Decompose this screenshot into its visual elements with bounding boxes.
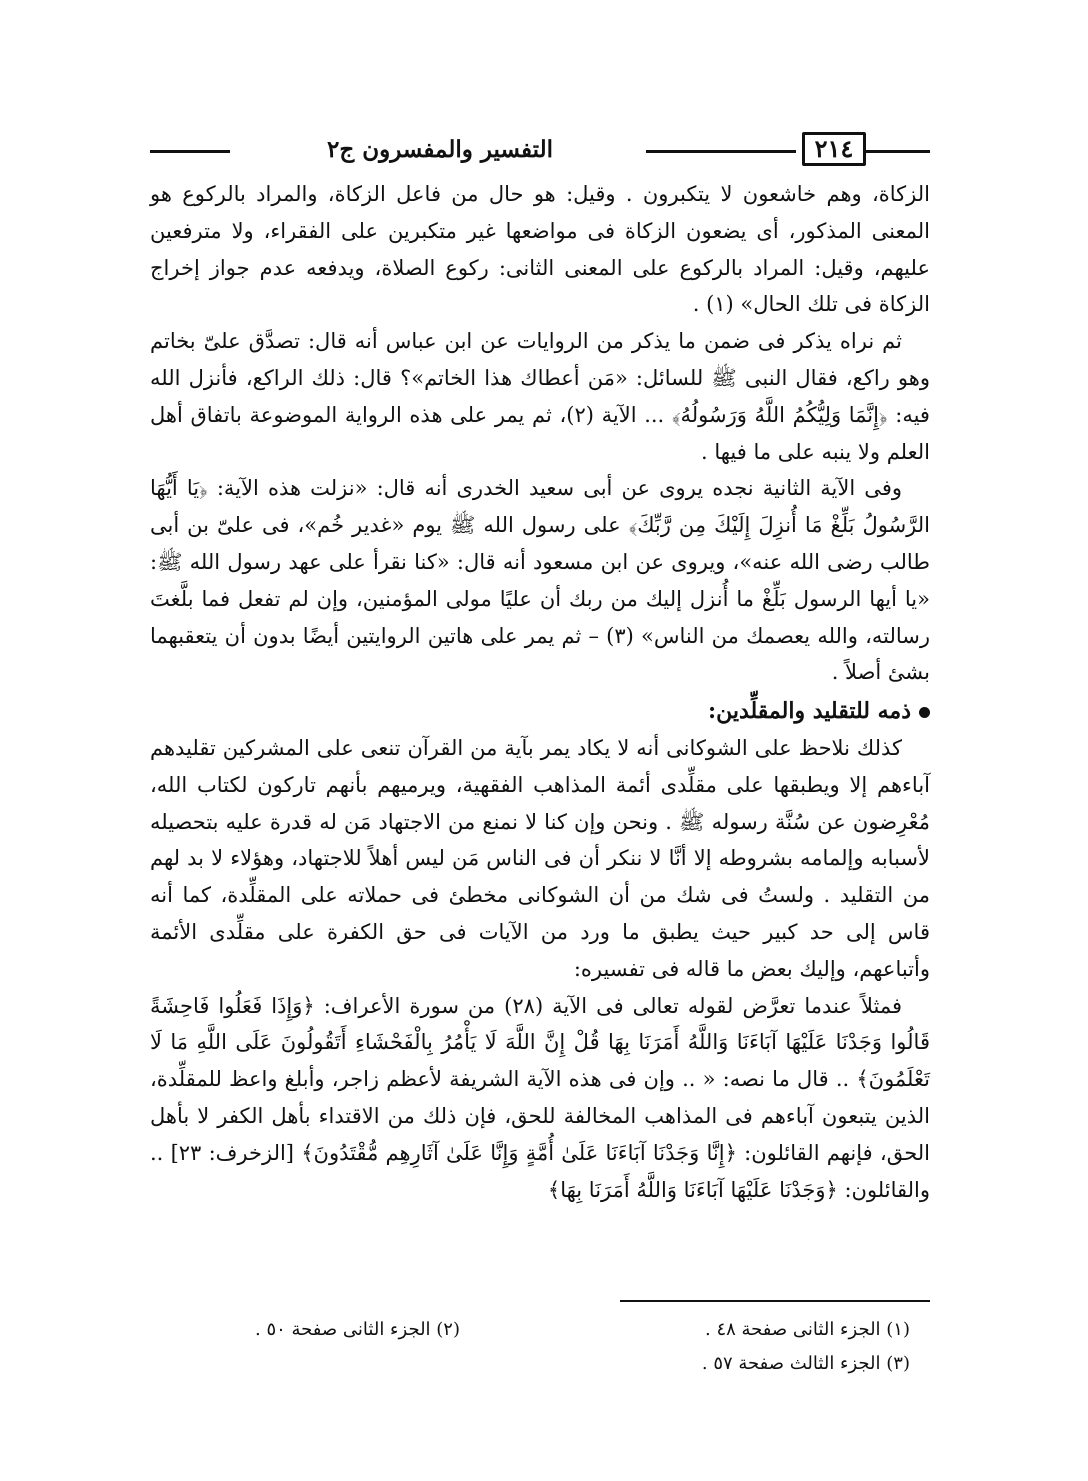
bullet-icon <box>919 707 930 718</box>
paragraph-2: ثم نراه يذكر فى ضمن ما يذكر من الروايات عن ابن عباس أنه قال: تصدَّق علىّ بخاتم وهو راكع، فقال النبى ﷺ للسائل: «مَن أعطاك هذا الخاتم»؟ قال: ذلك الراكع، فأنزل الله فيه: ﴿إِنَّمَا وَلِيُّكُمُ اللَّهُ وَرَسُولُهُ﴾ ... الآية (٢)، ثم يمر على هذه الرواية الموضوعة باتفاق أهل العلم ولا ينبه على ما فيها . <box>150 329 930 464</box>
section-heading <box>150 693 930 730</box>
footnote-1: (١) الجزء الثانى صفحة ٤٨ . <box>705 1319 910 1340</box>
footnote-3: (٣) الجزء الثالث صفحة ٥٧ . <box>701 1353 910 1374</box>
footnote-divider <box>620 1300 930 1302</box>
section-heading-text: ذمه للتقليد والمقلِّدين: <box>707 698 911 725</box>
header-rule-middle <box>646 150 796 153</box>
page-body <box>150 176 930 1208</box>
paragraph-5: فمثلاً عندما تعرَّض لقوله تعالى فى الآية (٢٨) من سورة الأعراف: ﴿وَإِذَا فَعَلُوا فَاحِشَةً قَالُوا وَجَدْنَا عَلَيْهَا آبَاءَنَا وَاللَّهُ أَمَرَنَا بِهَا قُلْ إِنَّ اللَّهَ لَا يَأْمُرُ بِالْفَحْشَاءِ أَتَقُولُونَ عَلَى اللَّهِ مَا لَا تَعْلَمُونَ﴾ .. قال ما نصه: « .. وإن فى هذه الآية الشريفة لأعظم زاجر، وأبلغ واعظ للمقلِّدة، الذين يتبعون آباءهم فى المذاهب المخالفة للحق، فإن ذلك من الاقتداء بأهل الكفر لا بأهل الحق، فإنهم القائلون: ﴿إِنَّا وَجَدْنَا آبَاءَنَا عَلَىٰ أُمَّةٍ وَإِنَّا عَلَىٰ آثَارِهِم مُّقْتَدُونَ﴾ [الزخرف: ٢٣] .. والقائلون: ﴿وَجَدْنَا عَلَيْهَا آبَاءَنَا وَاللَّهُ أَمَرَنَا بِهَا﴾ <box>150 993 930 1202</box>
paragraph-3: وفى الآية الثانية نجده يروى عن أبى سعيد الخدرى أنه قال: «نزلت هذه الآية: ﴿يَا أَيُّهَا الرَّسُولُ بَلِّغْ مَا أُنزِلَ إِلَيْكَ مِن رَّبِّكَ﴾ على رسول الله ﷺ يوم «غدير خُم»، فى علىّ بن أبى طالب رضى الله عنه»، ويروى عن ابن مسعود أنه قال: «كنا نقرأ على عهد رسول الله ﷺ: «يا أيها الرسول بَلِّغْ ما أُنزل إليك من ربك أن عليًا مولى المؤمنين، وإن لم تفعل فما بلَّغتَ رسالته، والله يعصمك من الناس» (٣) – ثم يمر على هاتين الروايتين أيضًا بدون أن يتعقبهما بشئ أصلاً . <box>150 476 930 685</box>
page-number: ٢١٤ <box>802 132 866 166</box>
book-page <box>150 128 930 1378</box>
header-rule-right <box>866 150 930 153</box>
footnote-2: (٢) الجزء الثانى صفحة ٥٠ . <box>255 1319 460 1340</box>
running-title: التفسير والمفسرون ج٢ <box>327 136 553 163</box>
header-rule-left <box>150 150 230 153</box>
paragraph-4: كذلك نلاحظ على الشوكانى أنه لا يكاد يمر بآية من القرآن تنعى على المشركين تقليدهم آباءهم إلا ويطبقها على مقلِّدى أئمة المذاهب الفقهية، ويرميهم بأنهم تاركون لكتاب الله، مُعْرِضون عن سُنَّة رسوله ﷺ . ونحن وإن كنا لا نمنع من الاجتهاد مَن له قدرة عليه بتحصيله لأسبابه وإلمامه بشروطه إلا أنَّا لا ننكر أن فى الناس مَن ليس أهلاً للاجتهاد، وهؤلاء لا بد لهم من التقليد . ولستُ فى شك من أن الشوكانى مخطئ فى حملاته على المقلِّدة، كما أنه قاس إلى حد كبير حيث يطبق ما ورد من الآيات فى حق الكفرة على مقلِّدى الأئمة وأتباعهم، وإليك بعض ما قاله فى تفسيره: <box>150 735 930 981</box>
paragraph-1: الزكاة، وهم خاشعون لا يتكبرون . وقيل: هو حال من فاعل الزكاة، والمراد بالركوع هو المعنى المذكور، أى يضعون الزكاة فى مواضعها غير متكبرين على الفقراء، ولا مترفعين عليهم، وقيل: المراد بالركوع على المعنى الثانى: ركوع الصلاة، ويدفعه عدم جواز إخراج الزكاة فى تلك الحال» (١) . <box>150 182 930 317</box>
page-header <box>150 128 930 176</box>
